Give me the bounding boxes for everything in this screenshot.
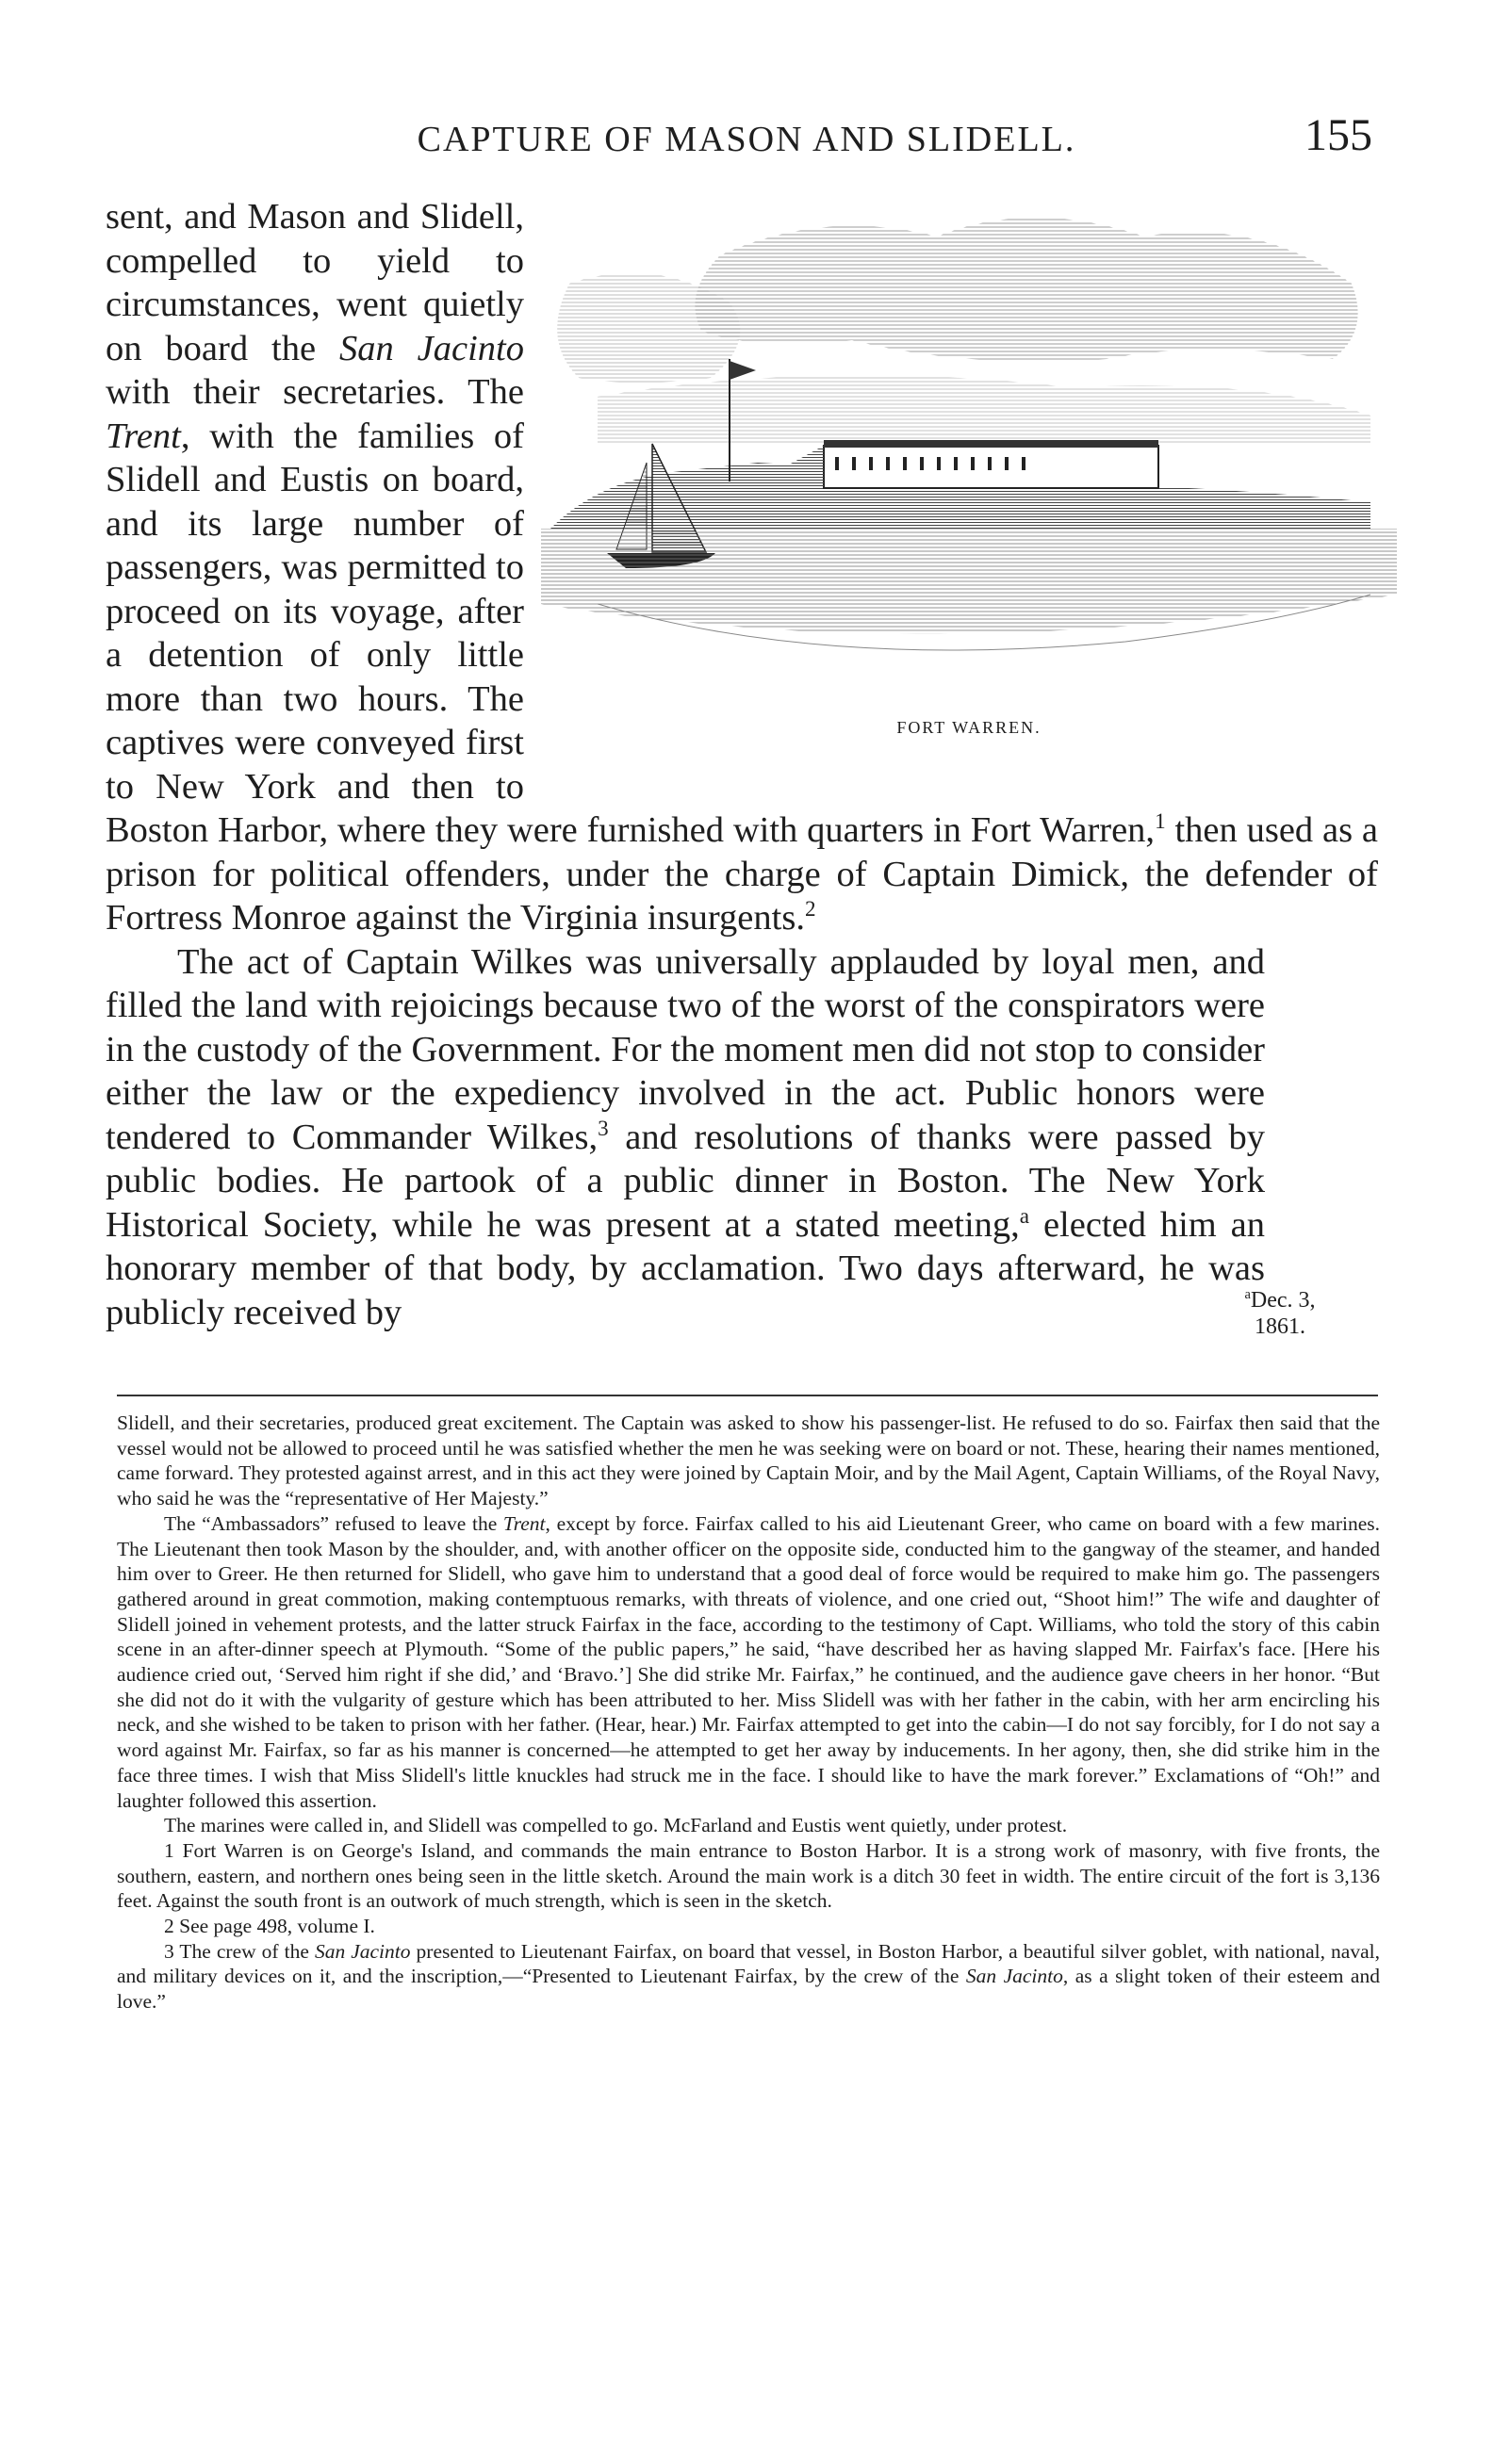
footnotes	[117, 1411, 1380, 2015]
note-text: The “Ambassadors” refused to leave the	[164, 1511, 503, 1535]
note-paragraph: The marines were called in, and Slidell was compelled to go. McFarland and Eustis went quietly, under protest.	[164, 1814, 1068, 1837]
p1-text-b: with their secretaries. The	[106, 372, 524, 412]
paragraph-2	[106, 940, 1378, 1335]
footnote-text: Fort Warren is on George's Island, and commands the main entrance to Boston Harbor. It is a strong work of masonry, with five fronts, the southern, eastern, and northern ones being seen in the little sketch. Around the main work is a ditch 30 feet in width. The entire circuit of the fort is 3,136 feet. Against the south front is an outwork of much strength, which is seen in the sketch.	[117, 1838, 1380, 1913]
p1-text-c: , with the families of Slidell and Eustis on board, and its large number of passengers, was permitted to proceed on its voyage, after a detention of only little more than two hours. The captives were conveyed first to New York and then to Boston Harbor, where they were furnished with quarters in Fort Warren,	[106, 416, 1156, 850]
p1-text-d: then used as a prison for political offenders, under the charge of Captain Dimick, the defender of Fortress Monroe against the Virginia insurgents.	[106, 810, 1379, 938]
footnote-mark: 1	[164, 1838, 174, 1862]
page-header	[104, 106, 1389, 162]
ship-name: Trent	[502, 1511, 546, 1535]
footnote-2	[117, 1914, 1380, 1939]
footnote-text: presented to Lieutenant Fairfax, on board that vessel, in Boston Harbor, a beautiful silver goblet, with national, naval, and military devices on it, and the inscription,—“Presented to Lieutenant Fairfax, by the crew of the	[117, 1939, 1380, 1988]
note-continuation: Slidell, and their secretaries, produced great excitement. The Captain was asked to show his passenger-list. He refused to do so. Fairfax then said that the vessel would not be allowed to proceed until he was satisfied whether the men he was seeking were on board or not. These, hearing their names mentioned, came forward. They protested against arrest, and in this act they were joined by Captain Moir, and by the Mail Agent, Captain Williams, of the Royal Navy, who said he was the “representative of Her Majesty.”	[117, 1411, 1380, 1510]
footnote-1	[117, 1838, 1380, 1914]
footnote-text: The crew of the	[173, 1939, 315, 1963]
p2-text-c: elected him an honorary member of that body, by acclamation. Two days afterward, he was publicly received by	[106, 1204, 1265, 1332]
note-text: , except by force. Fairfax called to his aid Lieutenant Greer, who came on board with a few marines. The Lieutenant then took Mason by the shoulder, and, with another officer on the opposite side, conducted him to the gangway of the steamer, and handed him over to Greer. He then returned for Slidell, who gave him to understand that a good deal of force would be required to make him go. The passengers gathered around in great commotion, making contemptuous remarks, with threats of violence, and one cried out, “Shoot him!” The wife and daughter of Slidell joined in vehement protests, and the latter struck Fairfax in the face, according to the testimony of Capt. Williams, who told the story of this cabin scene in an after-dinner speech at Plymouth. “Some of the public papers,” he said, “have described her as having slapped Mr. Fairfax's face. [Here his audience cried out, ‘Served him right if she did,’ and ‘Bravo.’] She did strike Mr. Fairfax,” he continued, and the audience gave cheers in her honor. “But she did not do it with the vulgarity of gesture which has been attributed to her. Miss Slidell was with her father in the cabin, with her arm encircling his neck, and she wished to be taken to prison with her father. (Hear, hear.) Mr. Fairfax attempted to get into the cabin—I do not say forcibly, for I do not say a word against Mr. Fairfax, so far as his manner is concerned—he attempted to get her away by inducements. In her agony, then, she did strike him in the face three times. I wish that Miss Slidell's little knuckles had struck me in the face. I should like to have the mark forever.” Exclamations of “Oh!” and laughter followed this assertion.	[117, 1511, 1380, 1812]
note-paragraph	[117, 1511, 1380, 1813]
margin-date-note	[1223, 1287, 1337, 1340]
footnote-ref: 3	[598, 1115, 609, 1140]
ship-name: Trent	[106, 416, 181, 456]
ship-name: San Jacinto	[338, 328, 524, 368]
footnote-text: , as a slight token of their esteem and love.”	[117, 1965, 1380, 2014]
marginal-ref: a	[1019, 1202, 1030, 1228]
margin-date: Dec. 3,	[1250, 1288, 1316, 1313]
footnote-mark: 3	[164, 1939, 174, 1963]
fort-warren-illustration	[541, 199, 1397, 771]
p2-text-b: and resolutions of thanks were passed by public bodies. He partook of a public dinner in Boston. The New York Historical Society, while he was present at a stated meeting,	[106, 1117, 1265, 1245]
main-text	[106, 195, 1378, 1334]
footnote-ref: 2	[804, 896, 816, 922]
running-title: CAPTURE OF MASON AND SLIDELL.	[417, 120, 1076, 159]
footnote-mark: 2	[164, 1915, 174, 1938]
p2-text-a: The act of Captain Wilkes was universally applauded by loyal men, and filled the land with rejoicings because two of the worst of the conspirators were in the custody of the Government. For the moment men did not stop to consider either the law or the expediency involved in the act. Public honors were tendered to Commander Wilkes,	[106, 941, 1265, 1157]
ship-name: San Jacinto	[965, 1965, 1063, 1988]
footnote-ref: 1	[1155, 808, 1166, 834]
p1-text-a: sent, and Mason and Slidell, compelled to yield to circumstances, went quietly on board the	[106, 197, 524, 368]
footnote-divider	[117, 1395, 1378, 1396]
footnote-3	[117, 1939, 1380, 2015]
figure-caption: FORT WARREN.	[896, 718, 1042, 737]
footnote-text: See page 498, volume I.	[173, 1915, 375, 1938]
margin-year: 1861.	[1255, 1314, 1305, 1339]
margin-mark: a	[1244, 1287, 1251, 1302]
ship-name: San Jacinto	[314, 1939, 411, 1963]
fort-engraving	[541, 199, 1397, 698]
page-number: 155	[1304, 110, 1372, 160]
